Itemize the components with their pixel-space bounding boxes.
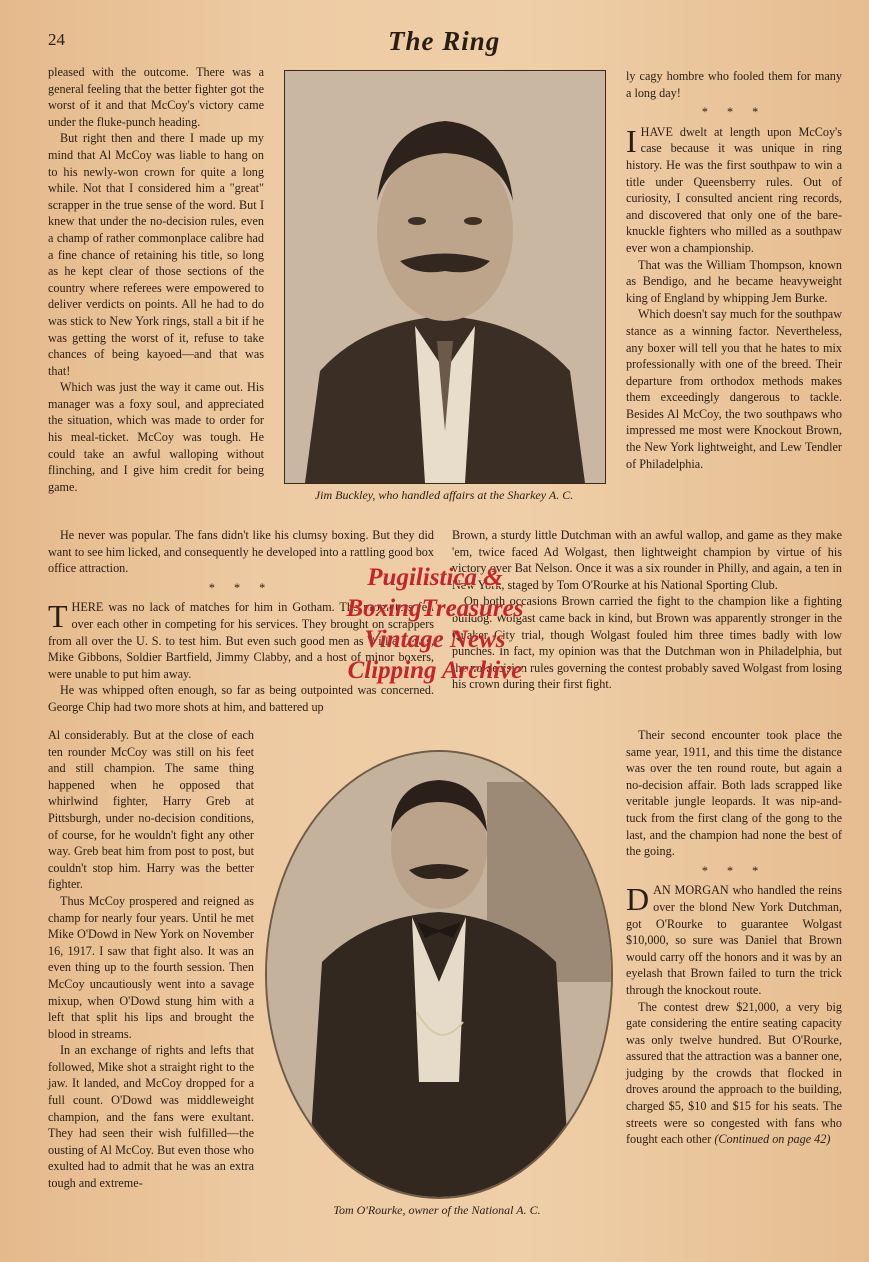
section-divider: * * * bbox=[701, 105, 767, 120]
paragraph: That was the William Thompson, known as Bendigo, and he became heavyweight king of England by whipping Jem Burke. bbox=[626, 257, 842, 305]
paragraph: He was whipped often enough, so far as being outpointed was concerned. George Chip had two more shots at him, and battered up bbox=[48, 683, 434, 714]
paragraph: Their second encounter took place the same year, 1911, and this time the distance was over the ten round route, but again a no-decision affair. Both lads scrapped like veritable jungle leopards. It was nip-and-tuck from the first clang of the gong to the last, and the champion had none the best of the going. bbox=[626, 728, 842, 859]
portrait-illustration bbox=[267, 752, 611, 1197]
continued-note: (Continued on page 42) bbox=[714, 1132, 831, 1147]
photo-caption-bottom: Tom O'Rourke, owner of the National A. C. bbox=[333, 1203, 541, 1217]
paragraph: DAN MORGAN who handled the reins over the blond New York Dutchman, got O'Rourke to guarantee Wolgast $10,000, so sure was Daniel that Brown would carry off the honors and it was by an eyelash that Brown failed to turn the trick through the knockout route. bbox=[626, 881, 842, 997]
paragraph: IHAVE dwelt at length upon McCoy's case because it was unique in ring history. He was the first southpaw to win a title under Queensberry rules. Out of curiosity, I consulted ancient ring records, and discovered that only one of the bare-knuckle fighters who milled as a southpaw ever won a championship. bbox=[626, 122, 842, 255]
paragraph: Which was just the way it came out. His manager was a foxy soul, and appreciated the situation, which was made to order for his meal-ticket. McCoy was tough. He could take an awful walloping without flinching, and I give him credit for being game. bbox=[48, 380, 264, 494]
paragraph: But right then and there I made up my mind that Al McCoy was liable to hang on to his newly-won crown for quite a long while. Not that I considered him a "great" scrapper in the true sense of the word. But I knew that under the no-decision rules, even a champ of rather commonplace calibre had a fine chance of retaining his title, so long as he kept clear of those sections of the country where referees were empowered to deliver verdicts on points. All he had to do was stick to New York rings, stall a bit if he was getting the worst of it, refuse to take chances of being kayoed—and that was that! bbox=[48, 131, 264, 378]
magazine-title: The Ring bbox=[388, 26, 501, 56]
watermark bbox=[300, 562, 570, 686]
page-number: 24 bbox=[48, 30, 65, 49]
paragraph: In an exchange of rights and lefts that followed, Mike shot a straight right to the jaw. It landed, and McCoy dropped for a full count. O'Dowd was middleweight champion, and the fans were exultant. They had seen their wish fulfilled—the ousting of Al McCoy. But even those who exulted had to admit that he was an extra tough and extreme- bbox=[48, 1043, 254, 1191]
paragraph: Al considerably. But at the close of each ten rounder McCoy was still on his feet and still champion. The same thing happened when he opposed that whirlwind fighter, Harry Greb at Pittsburgh, under no-decision conditions, of course, for he wouldn't fight any other way. Greb beat him from post to post, but couldn't stop him. Harry was the better fighter. bbox=[48, 728, 254, 892]
paragraph: Which doesn't say much for the southpaw stance as a winning factor. Nevertheless, any boxer will tell you that he hates to mix professionally with one of the breed. Their departure from orthodox methods makes them exceedingly dangerous to tackle. Besides Al McCoy, the two southpaws who impressed me most were Knockout Brown, the New York lightweight, and Lew Tendler of Philadelphia. bbox=[626, 307, 842, 471]
paragraph bbox=[626, 999, 842, 1148]
paragraph: Thus McCoy prospered and reigned as champ for nearly four years. Until he met Mike O'Dowd in New York on November 16, 1917. I saw that fight also. It was an even thing up to the fourth session. Then McCoy uncautiously went into a savage mixup, when O'Dowd stung him with a left that split his lips and brought the blood in streams. bbox=[48, 893, 254, 1041]
section-divider: * * * bbox=[208, 580, 274, 595]
paragraph: pleased with the outcome. There was a general feeling that the better fighter got the worst of it and that McCoy's victory came under the fluke-punch heading. bbox=[48, 65, 264, 129]
paragraph-text: The contest drew $21,000, a very big gate considering the entire seating capacity was only twelve hundred. But O'Rourke, assured that the attraction was a banner one, judging by the crowds that flocked in droves around the approach to the building, charged $5, $10 and $15 for his seats. The streets were so congested with fans who fought each other bbox=[626, 999, 842, 1147]
watermark-line: Clipping Archive bbox=[347, 657, 523, 684]
column-3-top bbox=[626, 68, 842, 472]
portrait-illustration bbox=[285, 71, 605, 483]
paragraph: THERE was no lack of matches for him in Gotham. The promoters fell over each other in competing for his services. They brought on scrappers from all over the U. S. to test him. But even such good men as Willie Lewis, Mike Gibbons, Soldier Bartfield, Jimmy Clabby, and a host of minor boxers, were unable to put him away. bbox=[48, 598, 434, 681]
paragraph: He never was popular. The fans didn't like his clumsy boxing. But they did want to see him licked, and consequently he developed into a rattling good box office attraction. bbox=[48, 528, 434, 576]
watermark-line: Pugilistica & bbox=[367, 564, 503, 591]
tom-orourke-photo bbox=[265, 750, 613, 1199]
column-1-top bbox=[48, 64, 264, 495]
section-divider: * * * bbox=[701, 863, 767, 878]
paragraph: ly cagy hombre who fooled them for many a long day! bbox=[626, 69, 842, 100]
column-1-bottom bbox=[48, 727, 254, 1192]
paragraph: Brown, a sturdy little Dutchman with an awful wallop, and game as they make 'em, twice faced Ad Wolgast, then lightweight champion by virtue of his victory over Bat Nelson. Once it was a six rounder in Philly, and again, a ten in New York, staged by Tom O'Rourke at his National Sporting Club. bbox=[452, 528, 842, 592]
column-3-bottom bbox=[626, 727, 842, 1148]
photo-caption-top: Jim Buckley, who handled affairs at the Sharkey A. C. bbox=[314, 488, 574, 502]
paragraph: On both occasions Brown carried the fight to the champion like a fighting bulldog. Wolgast came back in kind, but Brown was apparently stronger in the Quaker City trial, though Wolgast fouled him three times badly with low punches. In fact, my opinion was that the Dutchman won in Philadelphia, but the no-decision rules governing the contest probably saved Wolgast from losing his crown during their first fight. bbox=[452, 594, 842, 692]
watermark-line: BoxingTreasures bbox=[346, 595, 524, 622]
jim-buckley-photo bbox=[284, 70, 606, 484]
watermark-line: Vintage News bbox=[364, 626, 506, 653]
